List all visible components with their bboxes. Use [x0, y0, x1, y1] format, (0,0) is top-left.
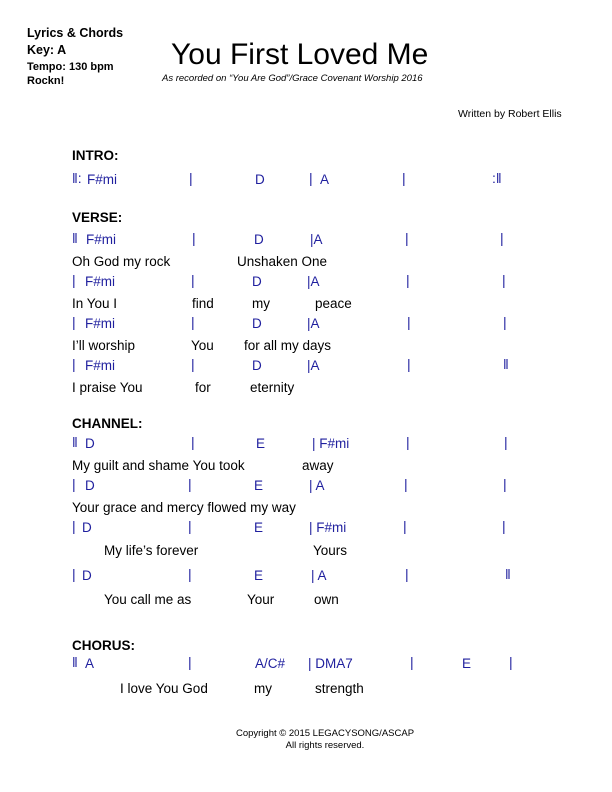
- bar-line-icon: |: [188, 476, 192, 492]
- lyric: peace: [315, 296, 352, 311]
- bar-line-icon: |: [72, 272, 76, 288]
- tempo-label: Tempo: 130 bpm: [27, 61, 114, 73]
- chord: F#mi: [85, 358, 115, 373]
- repeat-start-icon: ‖:: [72, 170, 82, 186]
- rights-notice: All rights reserved.: [285, 740, 365, 751]
- chord: A: [315, 478, 325, 493]
- chord: D: [82, 520, 92, 535]
- bar-line-icon: |: [192, 230, 196, 246]
- chord: A: [310, 316, 320, 331]
- bar-line-icon: |: [309, 170, 313, 186]
- lyric: away: [302, 458, 334, 473]
- chord-with-bar: | A: [309, 478, 325, 493]
- double-bar-icon: ‖: [505, 566, 511, 582]
- bar-line-icon: |: [410, 654, 414, 670]
- bar-line-icon: |: [191, 314, 195, 330]
- chord: D: [85, 436, 95, 451]
- bar-line-icon: |: [502, 272, 506, 288]
- double-bar-icon: ‖: [72, 230, 78, 246]
- chord: F#mi: [85, 316, 115, 331]
- bar-line-icon: |: [406, 272, 410, 288]
- lyric: In You I: [72, 296, 118, 311]
- chord: A: [85, 656, 95, 671]
- lyric: own: [314, 592, 339, 607]
- chord: E: [254, 568, 264, 583]
- double-bar-icon: ‖: [503, 356, 509, 372]
- section-label-chorus: CHORUS:: [72, 638, 135, 653]
- bar-line-icon: |: [72, 314, 76, 330]
- chord-with-bar: | F#mi: [312, 436, 350, 451]
- bar-line-icon: |: [405, 566, 409, 582]
- lyric: My guilt and shame You took: [72, 458, 245, 473]
- sheet-type-label: Lyrics & Chords: [27, 26, 124, 40]
- lyric: Your: [247, 592, 275, 607]
- chord: D: [252, 316, 262, 331]
- chord: A: [317, 568, 327, 583]
- bar-line-icon: |: [407, 314, 411, 330]
- chord: D: [82, 568, 92, 583]
- bar-line-icon: |: [72, 476, 76, 492]
- chord-with-bar: | DMA7: [308, 656, 353, 671]
- section-label-verse: VERSE:: [72, 210, 123, 225]
- chord: F#mi: [316, 520, 347, 535]
- chord: D: [254, 232, 264, 247]
- chord-with-bar: | F#mi: [309, 520, 347, 535]
- chord-with-bar: |A: [307, 316, 320, 331]
- bar-line-icon: |: [503, 314, 507, 330]
- lyric: You call me as: [104, 592, 192, 607]
- bar-line-icon: |: [502, 518, 506, 534]
- song-subtitle: As recorded on “You Are God”/Grace Covenant Worship 2016: [162, 73, 423, 84]
- bar-line-icon: |: [191, 272, 195, 288]
- bar-line-icon: |: [402, 170, 406, 186]
- bar-line-icon: |: [500, 230, 504, 246]
- chord: D: [252, 274, 262, 289]
- double-bar-icon: ‖: [72, 434, 78, 450]
- lyric: Oh God my rock: [72, 254, 171, 269]
- bar-line-icon: |: [188, 566, 192, 582]
- chord: DMA7: [315, 656, 353, 671]
- bar-line-icon: |: [503, 476, 507, 492]
- lyric: my: [252, 296, 270, 311]
- bar-line-icon: |: [72, 356, 76, 372]
- chord: E: [254, 520, 264, 535]
- chord: A: [313, 232, 323, 247]
- chord: A/C#: [255, 656, 286, 671]
- section-label-channel: CHANNEL:: [72, 416, 143, 431]
- chord: D: [255, 172, 265, 187]
- bar-line-icon: |: [406, 434, 410, 450]
- chord-with-bar: | A: [311, 568, 327, 583]
- chord: E: [462, 656, 472, 671]
- style-label: Rockn!: [27, 75, 65, 87]
- double-bar-icon: ‖: [72, 654, 78, 670]
- bar-line-icon: |: [72, 566, 76, 582]
- bar-line-icon: |: [189, 170, 193, 186]
- bar-line-icon: |: [191, 356, 195, 372]
- lyric: for: [195, 380, 211, 395]
- lyric: for all my days: [244, 338, 332, 353]
- lyric: find: [192, 296, 214, 311]
- lyric: strength: [315, 681, 364, 696]
- bar-line-icon: |: [504, 434, 508, 450]
- lyric: Yours: [313, 543, 348, 558]
- bar-line-icon: |: [404, 476, 408, 492]
- chord-with-bar: |A: [307, 274, 320, 289]
- lyric: eternity: [250, 380, 295, 395]
- lyric: I’ll worship: [72, 338, 136, 353]
- chord: A: [310, 274, 320, 289]
- bar-line-icon: |: [405, 230, 409, 246]
- bar-line-icon: |: [403, 518, 407, 534]
- bar-line-icon: |: [72, 518, 76, 534]
- bar-line-icon: |: [188, 518, 192, 534]
- bar-line-icon: |: [407, 356, 411, 372]
- lyric: You: [191, 338, 214, 353]
- chord: F#mi: [319, 436, 350, 451]
- chord: E: [256, 436, 266, 451]
- lyric: my: [254, 681, 272, 696]
- bar-line-icon: |: [509, 654, 513, 670]
- bar-line-icon: |: [191, 434, 195, 450]
- key-label: Key: A: [27, 43, 67, 57]
- chord: A: [310, 358, 320, 373]
- chord-with-bar: |A: [310, 232, 323, 247]
- chord: A: [320, 172, 330, 187]
- lyric: Unshaken One: [237, 254, 328, 269]
- chord: F#mi: [85, 274, 115, 289]
- repeat-end-icon: :‖: [492, 170, 502, 186]
- chord-with-bar: |A: [307, 358, 320, 373]
- song-title: You First Loved Me: [171, 38, 429, 71]
- lyric: Your grace and mercy flowed my way: [72, 500, 296, 515]
- copyright-notice: Copyright © 2015 LEGACYSONG/ASCAP: [235, 728, 415, 739]
- bar-line-icon: |: [188, 654, 192, 670]
- writer-credit: Written by Robert Ellis: [458, 108, 562, 120]
- chord: F#mi: [86, 232, 116, 247]
- chord: E: [254, 478, 264, 493]
- chord: D: [252, 358, 262, 373]
- chord: D: [85, 478, 95, 493]
- lyric: I praise You: [72, 380, 143, 395]
- section-label-intro: INTRO:: [72, 148, 119, 163]
- chord: F#mi: [87, 172, 117, 187]
- lyric: I love You God: [120, 681, 208, 696]
- lyric: My life’s forever: [104, 543, 199, 558]
